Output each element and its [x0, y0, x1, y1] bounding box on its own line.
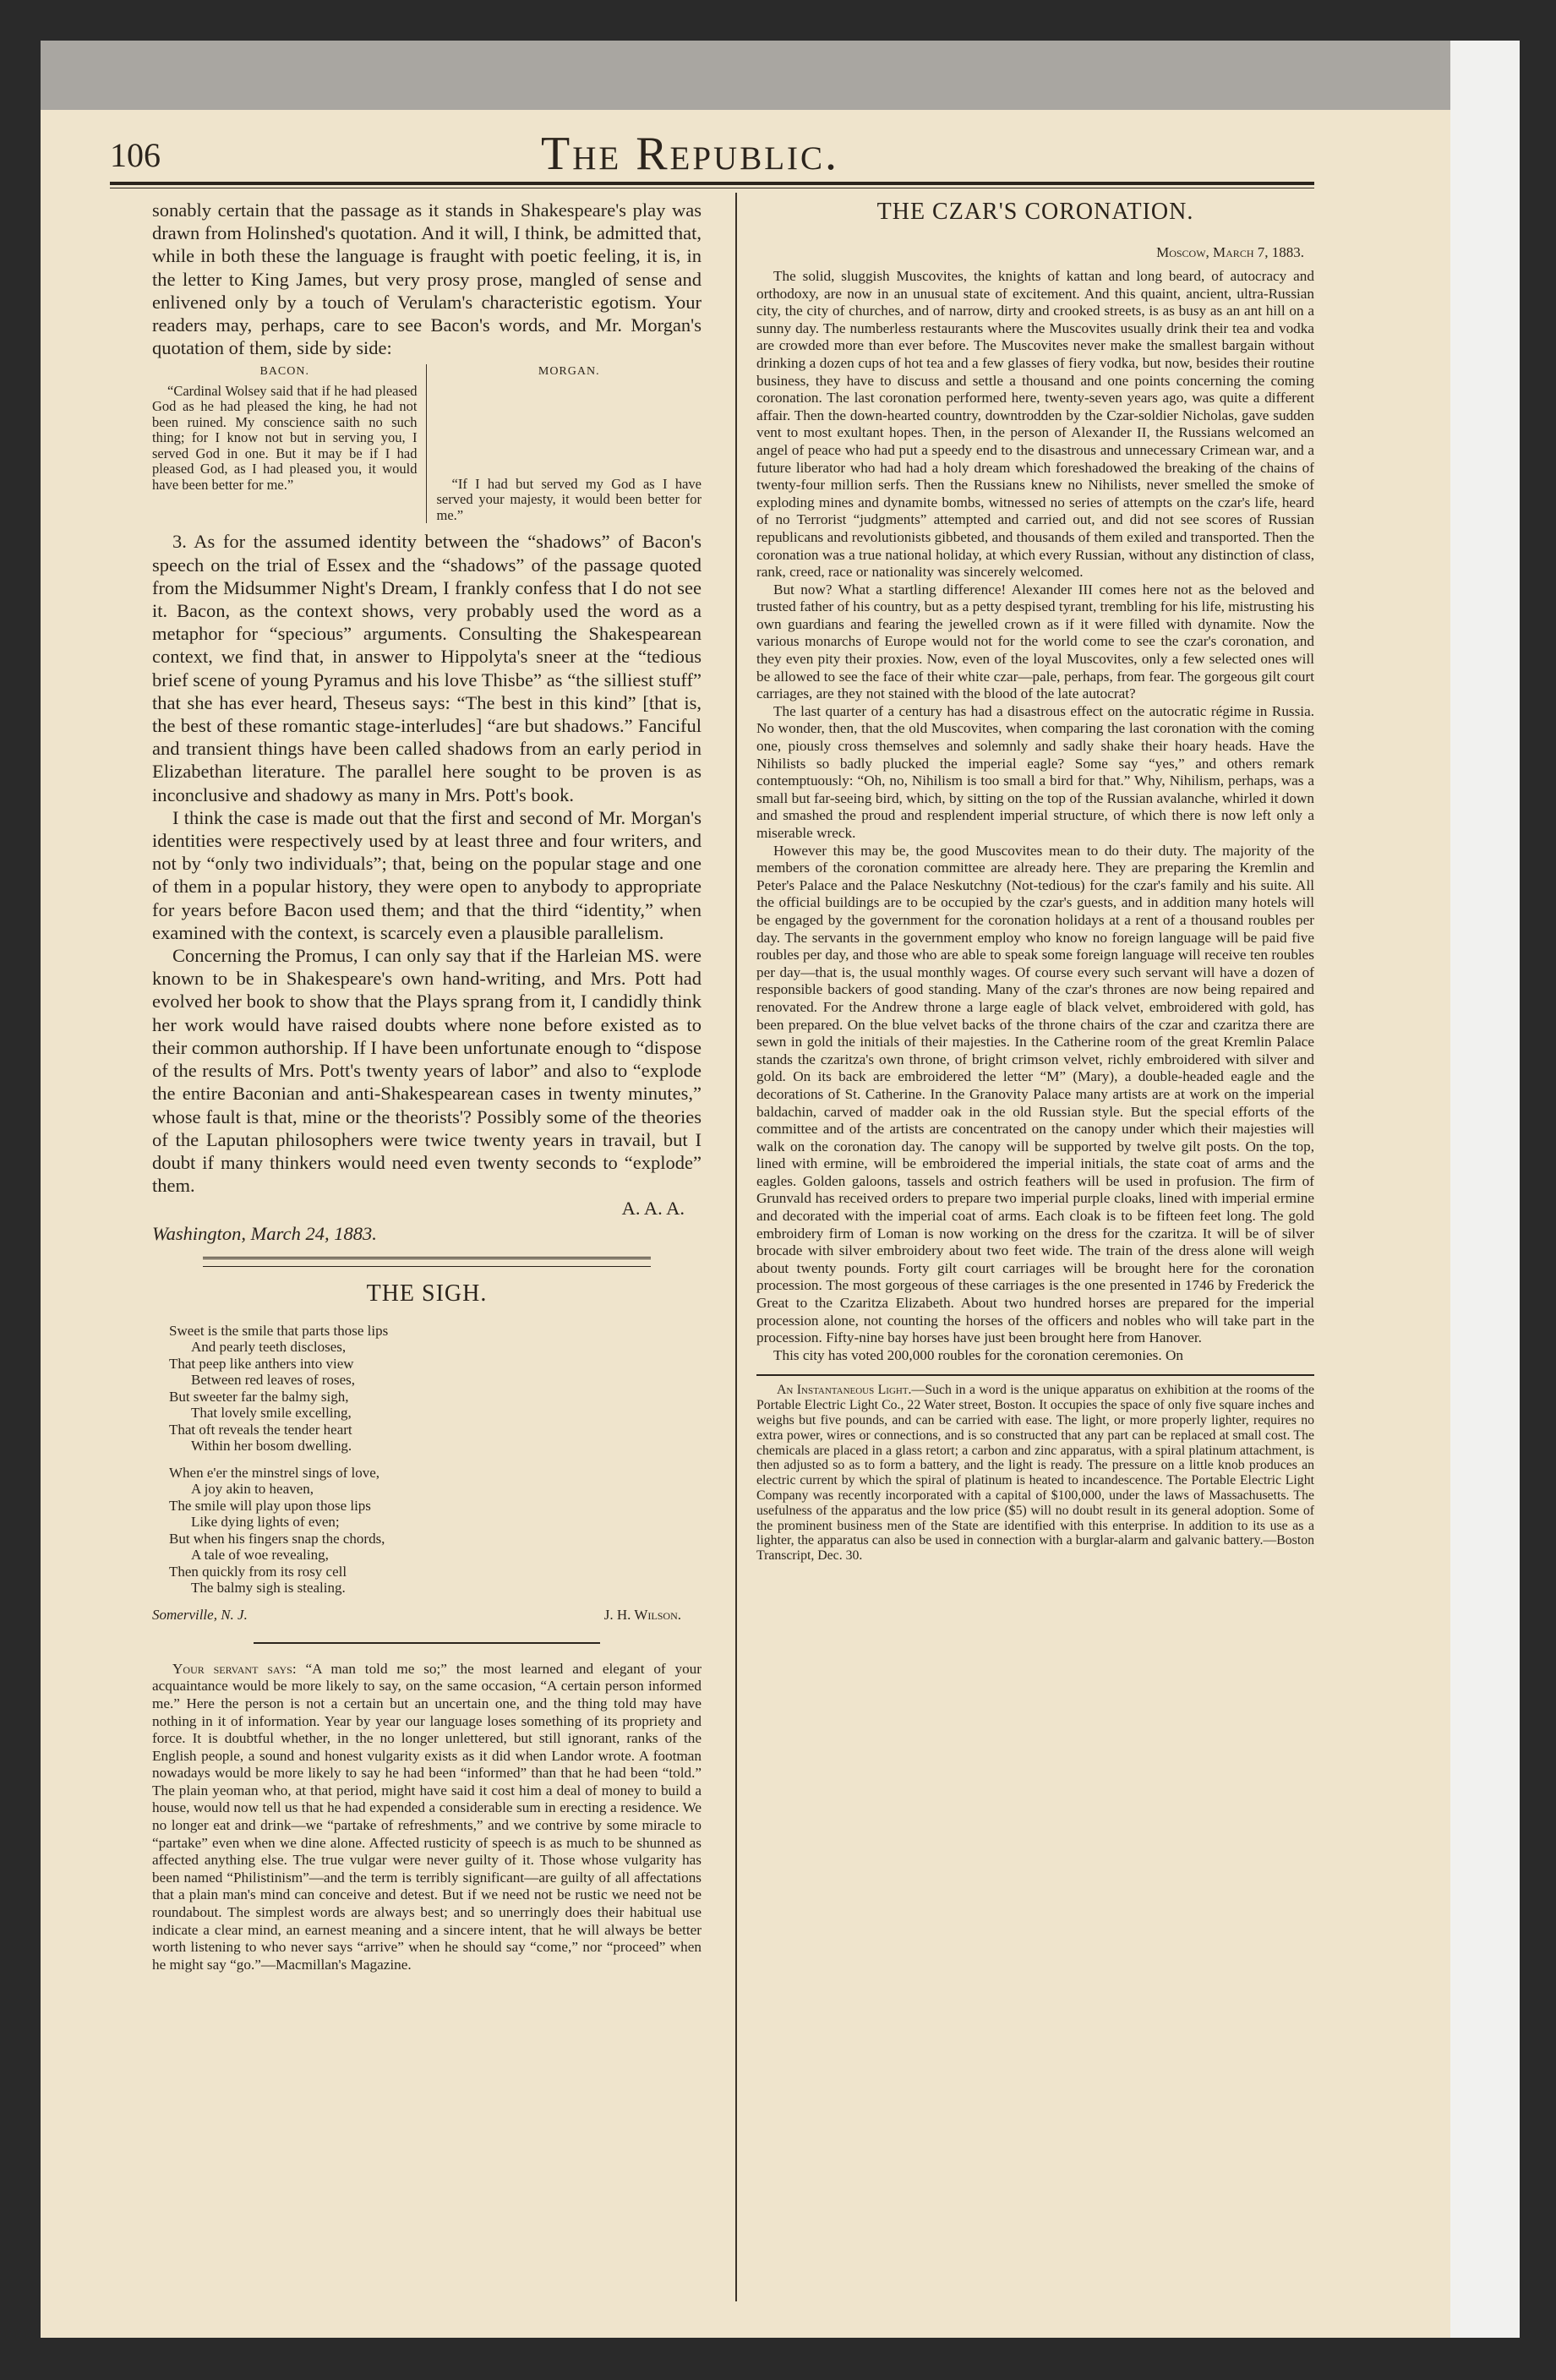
- light-text: —Such in a word is the unique apparatus on exhibition at the rooms of the Portable Electric Light Co., 22 Water street, Boston. It occupies the space of only five square inches and weighs but five pounds, and can be carried with ease. The light, or more properly lighter, requires no extra power, wires or connections, and is so constructed that any part can be replaced at small cost. The chemicals are placed in a glass retort; a carbon and zinc apparatus, with a spiral platinum attachment, is then adjusted so as to form a battery, and the light is ready. The pressure on a little knob produces an electric current by which the spiral of platinum is heated to incandescence. The Portable Electric Light Company was recently incorporated with a capital of $100,000, under the laws of Massachusetts. The usefulness of the apparatus and the low price ($5) will no doubt result in its general adoption. Some of the prominent business men of the State are identified with this enterprise. In addition to its use as a lighter, the apparatus can also be used in connection with a burglar-alarm and galvanic battery.—Boston Transcript, Dec. 30.: [756, 1383, 1314, 1564]
- article-paragraph: I think the case is made out that the first and second of Mr. Morgan's identities were respectively used by at least three and four writers, and not by “only two individuals”; that, being on the popular stage and one of them in a popular history, they were open to anybody to appropriate for years before Bacon used them; and that the third “identity,” when examined with the context, is scarcely even a plausible parallelism.: [152, 806, 702, 943]
- bacon-article: [152, 199, 702, 1245]
- article-dateline: Washington, March 24, 1883.: [152, 1222, 377, 1244]
- section-divider: [203, 1257, 651, 1267]
- article-paragraph: 3. As for the assumed identity between the “shadows” of Bacon's speech on the trial of Essex and the “shadows” of the passage quoted from the Midsummer Night's Dream, I frankly confess that I do not see it. Bacon, as the context shows, very probably used the word as a metaphor for “specious” arguments. Consulting the Shakespearean context, we find that, in answer to Hippolyta's sneer at the “tedious brief scene of young Pyramus and his love Thisbe” as “the silliest stuff” that she has ever heard, Theseus says: “The best in this kind” [that is, the best of these romantic stage-interludes] “are but shadows.” Fanciful and transient things have been called shadows from an early period in Elizabethan literature. The parallel here sought to be proven is as inconclusive and shadowy as many in Mrs. Pott's book.: [152, 531, 702, 805]
- poem-title: THE SIGH.: [366, 1280, 488, 1307]
- poem-line: That oft reveals the tender heart: [169, 1421, 352, 1438]
- masthead-rule: [110, 182, 1314, 185]
- article-paragraph: This city has voted 200,000 roubles for the coronation ceremonies. On: [773, 1346, 1183, 1363]
- poem-body: [152, 1323, 702, 1597]
- signature-row: [152, 1197, 702, 1220]
- poem-line: Then quickly from its rosy cell: [169, 1563, 347, 1580]
- scan-edge-strip: [1450, 41, 1520, 2338]
- poem-stanza: [169, 1465, 702, 1597]
- poem-stanza: [169, 1323, 702, 1455]
- masthead-title: The Republic.: [541, 128, 840, 180]
- poem-line: A tale of woe revealing,: [191, 1547, 329, 1564]
- poem-line: Between red leaves of roses,: [191, 1372, 356, 1389]
- poem-line: And pearly teeth discloses,: [191, 1339, 347, 1356]
- article-dateline: Moscow, March 7, 1883.: [1156, 244, 1304, 260]
- poem-line: A joy akin to heaven,: [191, 1481, 314, 1498]
- light-lead: An Instantaneous Light.: [777, 1383, 912, 1398]
- poem-place: Somerville, N. J.: [152, 1606, 248, 1623]
- morgan-quote-block: [427, 364, 702, 523]
- article-paragraph: The solid, sluggish Muscovites, the knights of kattan and long beard, of autocracy and orthodoxy, are now in an unusual state of excitement. And this quaint, ancient, ultra-Russian city, the city of churches, and of narrow, dirty and crooked streets, is as busy as an ant hill on a sunny day. The numberless restaurants where the Muscovites usually drink their tea and vodka are crowded more than ever before. The Muscovites never make the smallest bargain without drinking a dozen cups of hot tea and a few glasses of fiery vodka, but now, besides their routine business, they have to discuss and settle a thousand and one points concerning the coming coronation. The last coronation performed here, twenty-seven years ago, was quite a different affair. Then the down-hearted country, downtrodden by the Czar-soldier Nicholas, gave sudden vent to most exultant hopes. Then, in the person of Alexander II, the Russians welcomed an angel of peace who had put a speedy end to the disastrous and unnecessary Crimean war, and a future liberator who had had a holy dream which foreshadowed the breaking of the chains of twenty-four million serfs. Then the Russians knew no Nihilists, never smelled the smoke of exploding mines and dynamite bombs, witnessed no series of attempts on the czar's life, heard of no Terrorist “judgments” attempted and carried out, and did not see scores of Russian republicans and revolutionists gibbeted, and thousands of them exiled and transported. Then the coronation was a true national holiday, at which every Russian, without any distinction of class, rank, creed, race or nationality was sincerely welcomed.: [756, 268, 1314, 581]
- article-paragraph: However this may be, the good Muscovites mean to do their duty. The majority of the members of the coronation committee are already here. They are preparing the Kremlin and Peter's Palace and the Palace Neskutchny (Not-tedious) for the czar's family and his suite. All the official buildings are to be occupied by the czar's guests, and in addition many hotels will be engaged by the government for the coronation holidays at a rent of a thousand roubles per day. The servants in the government employ who know no foreign language will be paid five roubles per day, and those who are able to speak some foreign language will receive ten roubles per day—that is, the usual monthly wages. Of course every such servant will have a dozen of responsible backers of good standing. Many of the czar's thrones are now being repaired and renovated. For the Andrew throne a large eagle of black velvet, embroidered with gold, has been prepared. On the blue velvet backs of the throne chairs of the czar and czaritza there are sewn in gold the initials of their majesties. In the Catherine room of the great Kremlin Palace stands the czaritza's own throne, of bright crimson velvet, richly embroidered with silver and gold. On its back are embroidered the letter “M” (Mary), a double-headed eagle and the decorations of St. Catherine. In the Granovity Palace many artists are at work on the imperial baldachin, carved of madder oak in the old Russian style. But the special efforts of the committee and of the artists are concentrated on the canopy under which their majesties will walk on the coronation day. The canopy will be supported by twelve gilt posts. On the top, lined with ermine, will be embroidered the imperial initials, the state coat of arms and the eagles. Golden galoons, tassels and ostrich feathers will be used in profusion. The firm of Grunvald has received orders to prepare two imperial purple cloaks, lined with imperial ermine and decorated with the imperial coat of arms. Each cloak is to be fifteen feet long. The gold embroidery firm of Loman is now working on the dress for the czaritza. It will be of silver brocade with silver embroidery about two feet wide. The train of the dress alone will weigh about twenty pounds. Forty gilt court carriages will be brought here for the coronation procession. The most gorgeous of these carriages is the one presented in 1746 by Frederick the Great to the Czaritza Elizabeth. About two hundred horses are prepared for the imperial procession alone, not counting the horses of the officers and nobles who will take part in the procession. Fifty-nine bay horses have just been brought here from Hanover.: [756, 842, 1314, 1346]
- servant-lead: Your servant says:: [172, 1660, 297, 1677]
- scan-background-band: [41, 41, 1450, 110]
- article-paragraph: But now? What a startling difference! Alexander III comes here not as the beloved and trusted father of his country, but as a petty despised tyrant, trembling for his life, mistrusting his own guardians and fearing the jewelled crown as if it were filled with dynamite. Now the various monarchs of Europe would not for the world come to see the czar's coronation, and they even pity their proxies. Now, even of the loyal Muscovites, only a few selected ones will be allowed to see the face of their white czar—pale, perhaps, from fear. The gorgeous gilt court carriages, are they not stained with the blood of the late autocrat?: [756, 581, 1314, 702]
- poem-line: That lovely smile excelling,: [191, 1405, 352, 1422]
- servant-paragraph: [152, 1661, 702, 1974]
- poem-line: When e'er the minstrel sings of love,: [169, 1464, 380, 1481]
- article-paragraph: The last quarter of a century has had a disastrous effect on the autocratic régime in Russia. No wonder, then, that the old Muscovites, when comparing the last coronation with the coming one, piously cross themselves and solemnly and sadly shake their hoary heads. Have the Nihilists so badly plucked the imperial eagle? Some say “yes,” and others remark contemptuously: “Oh, no, Nihilism is too small a bird for that.” Why, Nihilism, perhaps, was a small but far-seeing bird, which, by sitting on the top of the Russian avalanche, whirled it down and smashed the proud and resplendent imperial structure, of which there is now left only a miserable wreck.: [756, 702, 1314, 841]
- poem-line: The balmy sigh is stealing.: [191, 1580, 346, 1597]
- bacon-heading: BACON.: [259, 365, 309, 379]
- morgan-heading: MORGAN.: [538, 365, 600, 379]
- bacon-quote-block: [152, 364, 427, 523]
- poem-author: J. H. Wilson.: [603, 1606, 681, 1623]
- bacon-quote: “Cardinal Wolsey said that if he had pleased God as he had pleased the king, he had not been ruined. My conscience saith no such thing; for I know not but in serving you, I served God in one. But it may be if I had pleased God, as I had pleased you, it would have been better for me.”: [152, 382, 418, 493]
- left-column: [152, 199, 702, 1973]
- article-paragraph: sonably certain that the passage as it stands in Shakespeare's play was drawn from Holinshed's quotation. And it will, I think, be admitted that, while in both these the language is fraught with poetic feeling, it is, in the letter to King James, but very prosy prose, mangled of sense and enlivened only by a touch of Verulam's characteristic egotism. Your readers may, perhaps, care to see Bacon's words, and Mr. Morgan's quotation of them, side by side:: [152, 199, 702, 359]
- quotation-comparison: [152, 364, 702, 523]
- article-title: THE CZAR'S CORONATION.: [876, 199, 1194, 225]
- poem-line: But sweeter far the balmy sigh,: [169, 1388, 349, 1405]
- poem-line: Like dying lights of even;: [191, 1514, 340, 1531]
- servant-text: “A man told me so;” the most learned and elegant of your acquaintance would be more likely to say, on the same occasion, “A certain person informed me.” Here the person is not a certain but an uncertain one, and the thing told may have nothing in it of information. Year by year our language loses something of its propriety and force. It is doubtful whether, in the no longer unlettered, but still ignorant, ranks of the English people, a sound and honest vulgarity exists as it did when Landor wrote. A footman nowadays would be more likely to say he had been “informed” than that he had been “told.” The plain yeoman who, at that period, might have said it cost him a deal of money to build a house, would now tell us that he had expended a considerable sum in erecting a residence. We no longer eat and drink—we “partake of refreshments,” and we contrive by some miracle to “partake” even when we dine alone. Affected rusticity of speech is as much to be shunned as affected anything else. The true vulgar were never guilty of it. Those whose vulgarity has been named “Philistinism”—and the term is terribly significant—are guilty of all affectations that a plain man's mind can conceive and detest. But if we need not be rustic we need not be roundabout. The simplest words are always best; and so unerringly does their habitual use indicate a clear mind, an earnest meaning and a sincere intent, that he will always be better worth listening to who never says “arrive” when he should say “come,” nor “proceed” when he might say “go.”—Macmillan's Magazine.: [152, 1660, 702, 1973]
- light-paragraph: [756, 1383, 1314, 1564]
- czar-article: [756, 268, 1314, 1364]
- right-column: [756, 199, 1314, 1564]
- poem-attribution: [152, 1607, 702, 1624]
- article-paragraph: Concerning the Promus, I can only say that if the Harleian MS. were known to be in Shakespeare's own hand-writing, and Mrs. Pott had evolved her book to show that the Plays sprang from it, I candidly think her work would have raised doubts where none before existed as to their common authorship. If I have been unfortunate enough to “dispose of the results of Mrs. Pott's twenty years of labor” and also to “explode the entire Baconian and anti-Shakespearean cases in twenty minutes,” whose fault is that, mine or the theorists'? Possibly some of the theories of the Laputan philosophers were twice twenty years in travail, but I doubt if many thinkers would need even twenty seconds to “explode” them.: [152, 945, 702, 1197]
- page-number: 106: [110, 136, 161, 174]
- poem-line: But when his fingers snap the chords,: [169, 1530, 385, 1547]
- poem-line: Within her bosom dwelling.: [191, 1438, 352, 1455]
- section-divider: [756, 1374, 1314, 1376]
- column-divider: [735, 193, 737, 2301]
- article-signature: A. A. A.: [621, 1198, 685, 1220]
- section-divider: [254, 1642, 600, 1644]
- poem-line: That peep like anthers into view: [169, 1355, 354, 1372]
- morgan-quote: “If I had but served my God as I have served your majesty, it would been better for me.”: [436, 475, 702, 523]
- poem-line: The smile will play upon those lips: [169, 1497, 371, 1514]
- poem-line: Sweet is the smile that parts those lips: [169, 1322, 389, 1339]
